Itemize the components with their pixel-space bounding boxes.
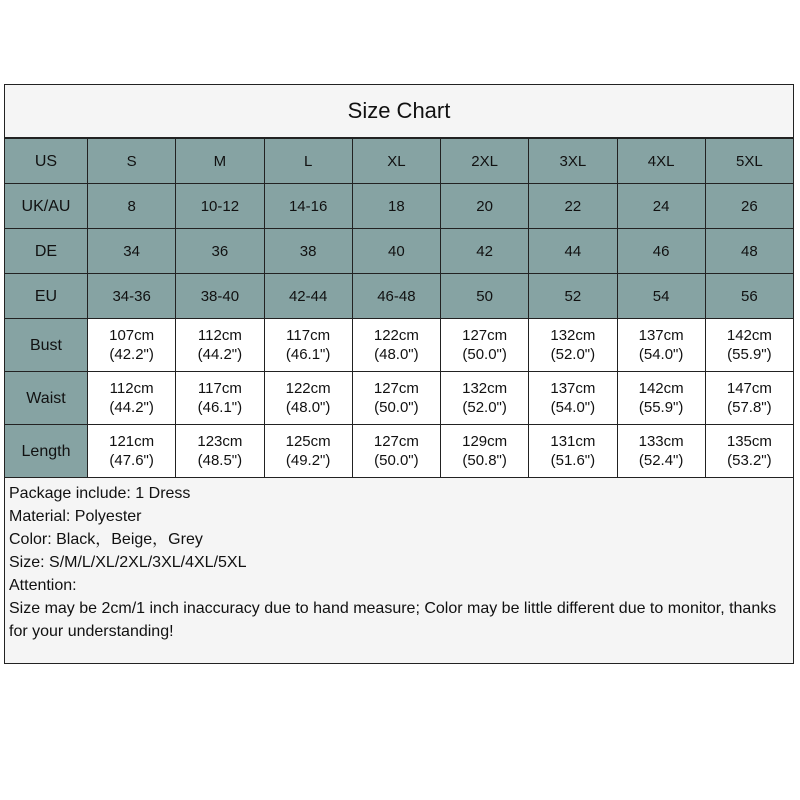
measure-cm: 112cm — [197, 327, 242, 344]
measure-inch: (46.1") — [285, 346, 331, 363]
size-cell: 2XL — [441, 139, 529, 184]
measure-inch: (46.1") — [197, 399, 243, 416]
measure-cell — [88, 372, 176, 425]
size-cell: 22 — [529, 184, 617, 229]
measure-cm: 132cm — [550, 327, 596, 344]
measure-cm: 147cm — [726, 380, 772, 397]
size-cell: 34-36 — [88, 274, 176, 319]
measure-cm: 142cm — [638, 380, 684, 397]
size-cell: 42-44 — [264, 274, 352, 319]
measure-cm: 125cm — [285, 433, 331, 450]
note-line: Size may be 2cm/1 inch inaccuracy due to hand measure; Color may be little different due to monitor, thanks for your understanding! — [9, 600, 777, 640]
measure-cm: 123cm — [197, 433, 243, 450]
size-table — [4, 138, 794, 478]
size-cell: 24 — [617, 184, 705, 229]
measure-row-waist — [5, 372, 794, 425]
size-cell: 46 — [617, 229, 705, 274]
measure-cell — [88, 319, 176, 372]
measure-cm: 142cm — [726, 327, 772, 344]
measure-inch: (52.0") — [550, 346, 596, 363]
size-cell: 50 — [441, 274, 529, 319]
size-cell: 48 — [705, 229, 793, 274]
size-cell: L — [264, 139, 352, 184]
measure-cm: 127cm — [462, 327, 508, 344]
measure-inch: (57.8") — [727, 399, 772, 416]
measure-cm: 137cm — [550, 380, 596, 397]
measure-inch: (44.2") — [197, 346, 243, 363]
measure-cm: 137cm — [638, 327, 684, 344]
note-line: Attention: — [9, 577, 77, 594]
measure-cell — [617, 319, 705, 372]
measure-inch: (55.9") — [638, 399, 684, 416]
measure-cell — [529, 319, 617, 372]
measure-cell — [88, 425, 176, 478]
measure-inch: (55.9") — [727, 346, 772, 363]
row-label: UK/AU — [5, 184, 88, 229]
measure-inch: (48.5") — [197, 452, 243, 469]
measure-cm: 122cm — [373, 327, 419, 344]
measure-inch: (50.0") — [462, 346, 507, 363]
measure-inch: (51.6") — [550, 452, 596, 469]
size-cell: 40 — [352, 229, 440, 274]
size-cell: 38 — [264, 229, 352, 274]
measure-inch: (52.0") — [462, 399, 507, 416]
measure-cell — [705, 319, 793, 372]
measure-cell — [264, 319, 352, 372]
measure-cell — [352, 425, 440, 478]
size-cell: S — [88, 139, 176, 184]
measure-cm: 122cm — [285, 380, 331, 397]
measure-row-length — [5, 425, 794, 478]
measure-cm: 107cm — [109, 327, 155, 344]
measure-inch: (48.0") — [374, 346, 419, 363]
measure-inch: (50.0") — [374, 399, 419, 416]
product-notes — [5, 478, 793, 643]
row-label: Waist — [5, 372, 88, 425]
measure-cell — [705, 372, 793, 425]
size-cell: 34 — [88, 229, 176, 274]
size-cell: XL — [352, 139, 440, 184]
measure-cell — [176, 425, 264, 478]
size-cell: M — [176, 139, 264, 184]
measure-inch: (48.0") — [285, 399, 331, 416]
size-cell: 20 — [441, 184, 529, 229]
chart-title: Size Chart — [5, 85, 793, 138]
measure-inch: (54.0") — [638, 346, 684, 363]
measure-cell — [529, 372, 617, 425]
measure-inch: (49.2") — [285, 452, 331, 469]
size-cell: 18 — [352, 184, 440, 229]
measure-inch: (54.0") — [550, 399, 596, 416]
size-cell: 38-40 — [176, 274, 264, 319]
measure-inch: (47.6") — [109, 452, 154, 469]
size-cell: 26 — [705, 184, 793, 229]
size-cell: 4XL — [617, 139, 705, 184]
row-label: US — [5, 139, 88, 184]
measure-cell — [617, 425, 705, 478]
measure-inch: (42.2") — [109, 346, 154, 363]
row-label: DE — [5, 229, 88, 274]
measure-cm: 117cm — [286, 327, 331, 344]
measure-cell — [617, 372, 705, 425]
measure-cm: 132cm — [462, 380, 508, 397]
size-cell: 44 — [529, 229, 617, 274]
measure-cell — [352, 372, 440, 425]
note-line: Package include: 1 Dress — [9, 485, 191, 502]
measure-cm: 117cm — [197, 380, 242, 397]
size-cell: 10-12 — [176, 184, 264, 229]
note-line: Size: S/M/L/XL/2XL/3XL/4XL/5XL — [9, 554, 247, 571]
size-row-uk-au — [5, 184, 794, 229]
row-label: EU — [5, 274, 88, 319]
size-row-us — [5, 139, 794, 184]
measure-cell — [441, 319, 529, 372]
measure-cell — [441, 372, 529, 425]
size-chart — [4, 84, 794, 664]
measure-inch: (44.2") — [109, 399, 154, 416]
size-cell: 36 — [176, 229, 264, 274]
size-row-de — [5, 229, 794, 274]
measure-cell — [352, 319, 440, 372]
size-cell: 8 — [88, 184, 176, 229]
size-cell: 42 — [441, 229, 529, 274]
size-cell: 14-16 — [264, 184, 352, 229]
size-row-eu — [5, 274, 794, 319]
row-label: Bust — [5, 319, 88, 372]
measure-cm: 127cm — [373, 380, 419, 397]
measure-cm: 133cm — [638, 433, 684, 450]
measure-cm: 112cm — [109, 380, 154, 397]
note-line: Color: Black，Beige，Grey — [9, 531, 203, 548]
measure-cell — [176, 319, 264, 372]
measure-inch: (50.8") — [462, 452, 507, 469]
measure-cell — [176, 372, 264, 425]
measure-inch: (52.4") — [638, 452, 684, 469]
measure-cm: 121cm — [109, 433, 155, 450]
size-cell: 5XL — [705, 139, 793, 184]
measure-cell — [529, 425, 617, 478]
size-cell: 54 — [617, 274, 705, 319]
measure-cm: 129cm — [462, 433, 508, 450]
size-cell: 3XL — [529, 139, 617, 184]
note-line: Material: Polyester — [9, 508, 142, 525]
row-label: Length — [5, 425, 88, 478]
measure-cm: 127cm — [373, 433, 419, 450]
size-cell: 56 — [705, 274, 793, 319]
measure-cell — [264, 425, 352, 478]
measure-cm: 131cm — [550, 433, 596, 450]
measure-cell — [441, 425, 529, 478]
size-cell: 46-48 — [352, 274, 440, 319]
measure-row-bust — [5, 319, 794, 372]
size-table-body — [5, 139, 794, 478]
measure-cm: 135cm — [726, 433, 772, 450]
measure-inch: (53.2") — [727, 452, 772, 469]
measure-cell — [264, 372, 352, 425]
measure-inch: (50.0") — [374, 452, 419, 469]
size-cell: 52 — [529, 274, 617, 319]
measure-cell — [705, 425, 793, 478]
